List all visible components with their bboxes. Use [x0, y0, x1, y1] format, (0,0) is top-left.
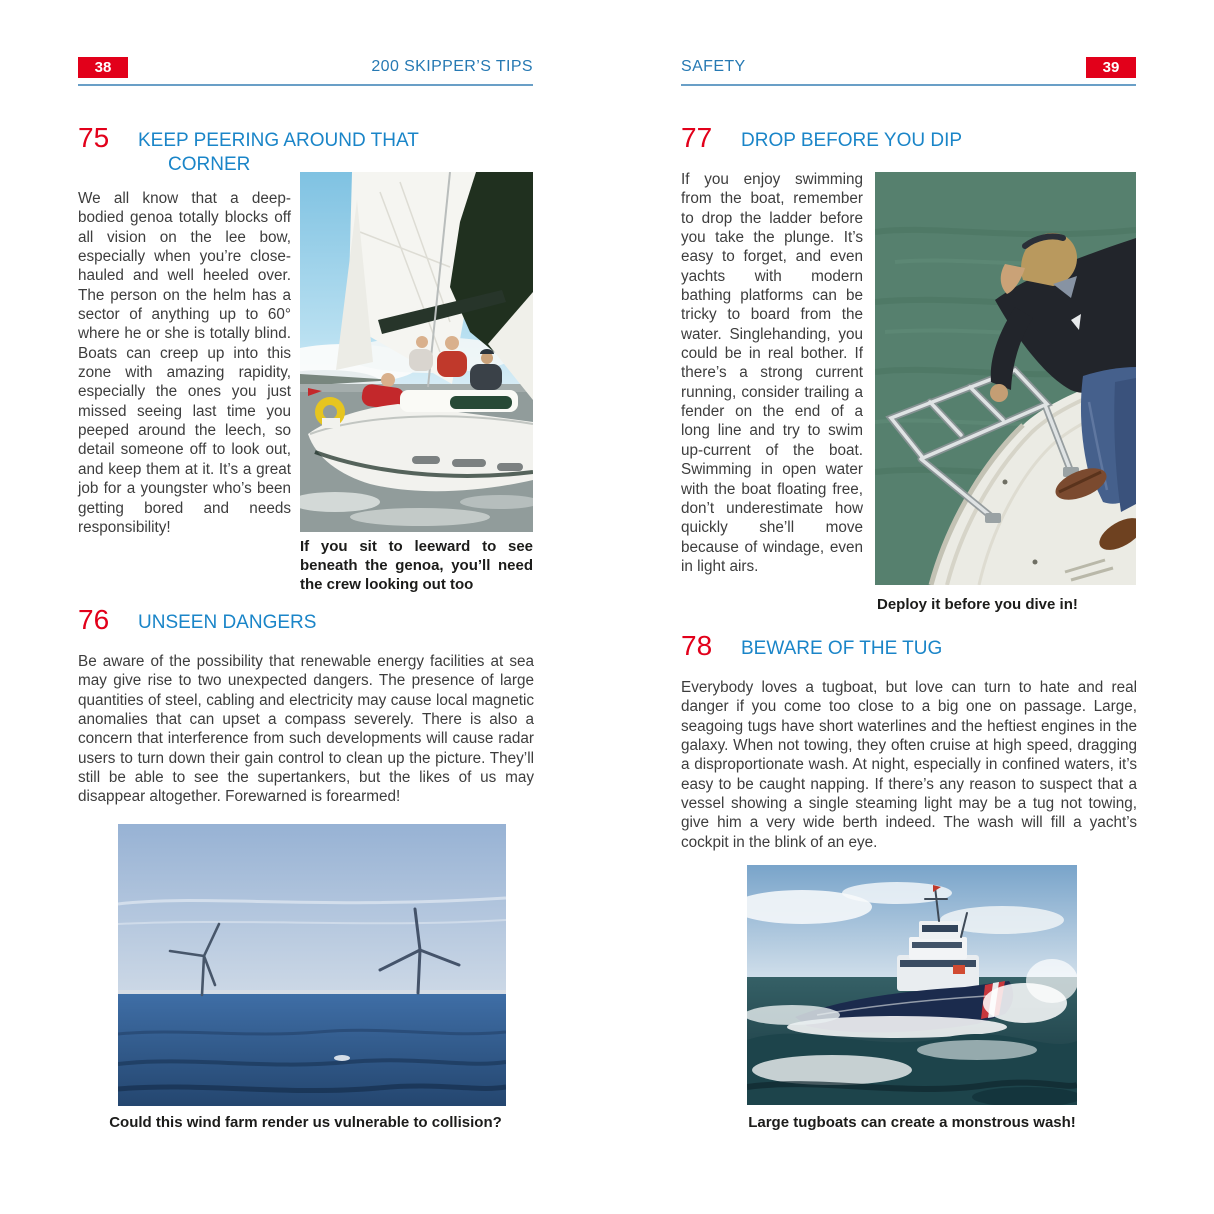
tip-78-tugboat-photo: [747, 865, 1077, 1105]
tip-75-sailboat-photo: [300, 172, 533, 532]
tip-77-body: If you enjoy swimming from the boat, remember to drop the ladder before you take the plunge. It’s easy to forget, and even yachts with modern bathing platforms can be tricky to board from the water. Singlehanding, you could be in real bother. If there’s a strong current running, consider trailing a fender on the end of a long line and try to swim up-current of the boat. Swimming in open water with the boat floating free, don’t underestimate how quickly she’ll move because of windage, even in light airs.: [681, 171, 863, 575]
tip-75-number: 75: [78, 122, 110, 153]
right-page-number-badge: 39: [1086, 57, 1136, 78]
tip-76-caption: Could this wind farm render us vulnerable to collision?: [109, 1114, 502, 1131]
tip-77-number: 77: [681, 122, 713, 153]
tip-76-number: 76: [78, 604, 110, 635]
tip-78-title: BEWARE OF THE TUG: [741, 638, 943, 659]
right-header-rule: [681, 84, 1136, 86]
tip-77-title: DROP BEFORE YOU DIP: [741, 130, 963, 151]
tip-78-caption: Large tugboats can create a monstrous wash!: [748, 1114, 1076, 1131]
right-running-header: SAFETY: [681, 58, 746, 75]
tip-76-windfarm-photo: [118, 824, 506, 1106]
tip-76-body: Be aware of the possibility that renewable energy facilities at sea may give rise to two unexpected dangers. The presence of large quantities of steel, cabling and electricity may cause local magnetic anomalies that can upset a compass severely. There is also a concern that interference from such developments will cause radar users to turn down their gain control to clean up the picture. They’ll still be able to see the supertankers, but the likes of us may disappear altogether. Forewarned is forearmed!: [78, 653, 534, 806]
left-running-header: 200 SKIPPER’S TIPS: [371, 58, 533, 75]
tip-78-body: Everybody loves a tugboat, but love can turn to hate and real danger if you come too close to a big one on passage. Large, seagoing tugs have short waterlines and the heftiest engines in the galaxy. When not towing, they often cruise at high speed, dragging a disproportionate wash. At night, especially in confined waters, it’s easy to be caught napping. If there’s any reason to suspect that a vessel showing a single steaming light may be a tug not towing, give him a very wide berth indeed. The wash will fill a yacht’s cockpit in the blink of an eye.: [681, 679, 1137, 851]
tugboat-photo-graphic: [747, 865, 1077, 1105]
left-header-rule: [78, 84, 533, 86]
left-page-number-badge: 38: [78, 57, 128, 78]
tip-77-caption: Deploy it before you dive in!: [877, 596, 1078, 613]
ladder-photo-graphic: [875, 172, 1136, 585]
windfarm-photo-graphic: [118, 824, 506, 1106]
tip-77-ladder-photo: [875, 172, 1136, 585]
tip-75-body: We all know that a deep-bodied genoa totally blocks off all vision on the lee bow, especially when you’re close-hauled and well heeled over. The person on the helm has a sector of anything up to 60° where he or she is totally blind. Boats can creep up into this zone with amazing rapidity, especially the ones you just missed seeing last time you peeped around the leech, so detail someone off to look out, and keep them at it. It’s a great job for a youngster who’s been getting bored and needs responsibility!: [78, 190, 291, 536]
sailboat-photo-graphic: [300, 172, 533, 532]
tip-75-caption: If you sit to leeward to see beneath the genoa, you’ll need the crew looking out too: [300, 538, 533, 593]
tip-76-title: UNSEEN DANGERS: [138, 612, 317, 633]
tip-75-title: KEEP PEERING AROUND THAT CORNER: [138, 130, 419, 175]
tip-78-number: 78: [681, 630, 713, 661]
